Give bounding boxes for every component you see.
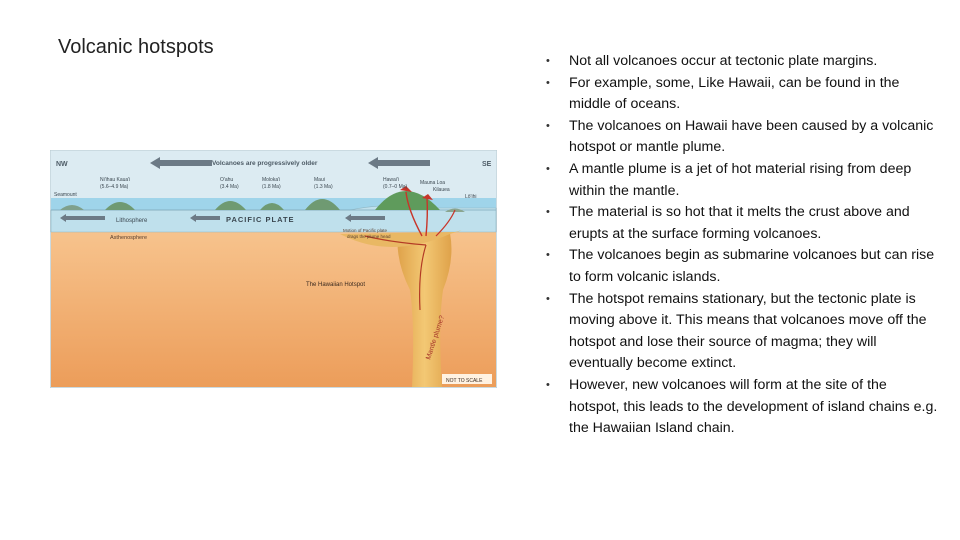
island-label-hawaii: Hawai'i	[383, 177, 399, 183]
island-label-molokai: Moloka'i	[262, 177, 281, 183]
slide-title: Volcanic hotspots	[58, 36, 214, 58]
asthenosphere-label: Asthenosphere	[110, 235, 147, 241]
bullet-item: • However, new volcanoes will form at the site of the hotspot, this leads to the development of island chains e.g. the Hawaiian Island chain.	[545, 375, 940, 440]
motion-note-line-2: drags the plume head	[347, 234, 391, 239]
pacific-plate-label: PACIFIC PLATE	[226, 215, 295, 224]
bullet-item: • The volcanoes on Hawaii have been caused by a volcanic hotspot or mantle plume.	[545, 116, 940, 159]
bullet-item: • The volcanoes begin as submarine volcanoes but can rise to form volcanic islands.	[545, 245, 940, 288]
mantle-plume-label: Mantle plume?	[425, 314, 447, 361]
bullet-item: • Not all volcanoes occur at tectonic plate margins.	[545, 51, 940, 73]
bullet-item: • The material is so hot that it melts the crust above and erupts at the surface forming volcanoes.	[545, 202, 940, 245]
island-label-oahu: O'ahu	[220, 177, 234, 183]
bullet-item: • For example, some, Like Hawaii, can be found in the middle of oceans.	[545, 73, 940, 116]
loihi-label: Lō'ihi	[465, 194, 477, 200]
motion-note-line-1: Motion of Pacific plate	[343, 228, 388, 233]
bullet-list	[545, 51, 940, 440]
bullet-item: • A mantle plume is a jet of hot material rising from deep within the mantle.	[545, 159, 940, 202]
scale-label: NOT TO SCALE	[446, 378, 483, 384]
island-age-maui: (1.3 Ma)	[314, 184, 333, 190]
lithosphere-label: Lithosphere	[116, 218, 148, 224]
island-age-oahu: (3.4 Ma)	[220, 184, 239, 190]
island-age-hawaii: (0.7–0 Ma)	[383, 184, 408, 190]
seamount-label: Seamount	[54, 192, 77, 198]
se-label: SE	[482, 161, 492, 168]
nw-label: NW	[56, 161, 68, 168]
island-age-molokai: (1.8 Ma)	[262, 184, 281, 190]
kilauea-label: Kilauea	[433, 187, 450, 193]
mauna-loa-label: Mauna Loa	[420, 180, 446, 186]
island-label-maui: Maui	[314, 177, 325, 183]
hotspot-label: The Hawaiian Hotspot	[306, 282, 366, 288]
hotspot-diagram	[50, 150, 497, 388]
age-arrow-label: Volcanoes are progressively older	[212, 160, 318, 167]
island-label-kauai: Ni'ihau Kaua'i	[100, 177, 131, 183]
bullet-item: • The hotspot remains stationary, but the tectonic plate is moving above it. This means that volcanoes move off the hotspot and lose their source of magma; they will eventually become extinct.	[545, 289, 940, 375]
island-age-kauai: (5.6–4.9 Ma)	[100, 184, 129, 190]
